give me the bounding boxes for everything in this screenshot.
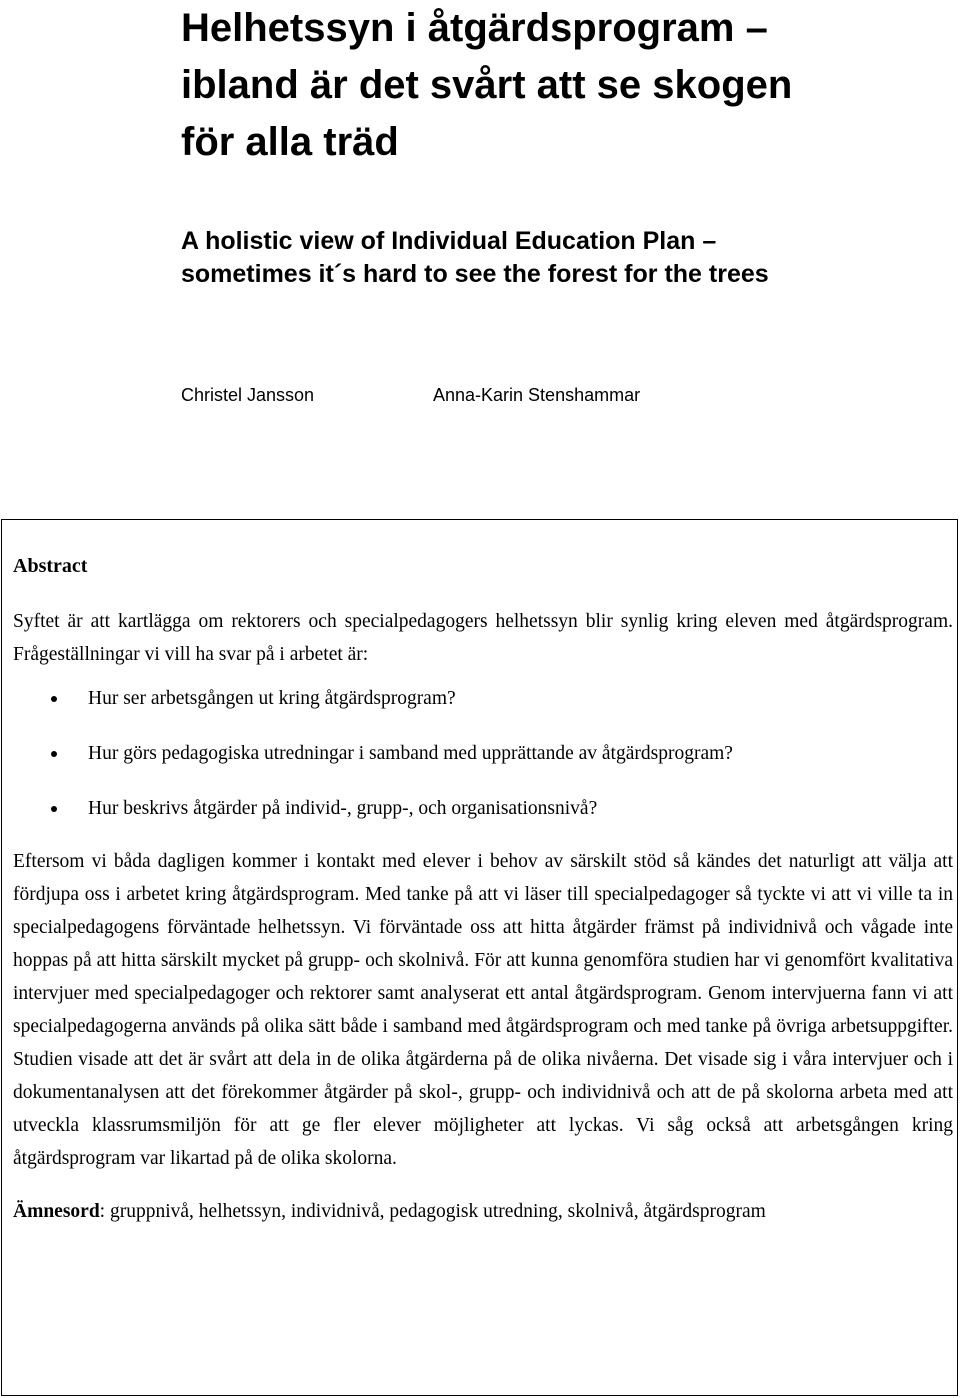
keywords [13,1195,953,1228]
title-block [181,0,951,171]
keywords-separator: : [99,1201,106,1222]
subtitle-line-1: A holistic view of Individual Education Plan – [181,227,717,255]
title-line-3: för alla träd [181,120,399,164]
paper-title [181,0,951,171]
title-line-2: ibland är det svårt att se skogen [181,63,793,107]
author-name: Anna-Karin Stenshammar [433,385,641,405]
authors [181,383,640,407]
list-item [13,682,953,715]
bullet-icon [51,696,57,702]
abstract-body: Eftersom vi båda dagligen kommer i kontakt med elever i behov av särskilt stöd så kändes det naturligt att välja att fördjupa oss i arbetet kring åtgärdsprogram. Med tanke på att vi läser till specialpedagoger så tyckte vi att vi ville ta in specialpedagogens förväntade helhetssyn. Vi förväntade oss att hitta åtgärder främst på individnivå och vågade inte hoppas på att hitta särskilt mycket på grupp- och skolnivå. För att kunna genomföra studien har vi genomfört kvalitativa intervjuer med specialpedagoger och rektorer samt analyserat ett antal åtgärdsprogram. Genom intervjuerna fann vi att specialpedagogerna används på olika sätt både i samband med åtgärdsprogram och med tanke på övriga arbetsuppgifter. Studien visade att det är svårt att dela in de olika åtgärderna på de olika nivåerna. Det visade sig i våra intervjuer och i dokumentanalysen att det förekommer åtgärder på skol-, grupp- och individnivå och att de på skolorna arbeta med att utveckla klassrumsmiljön för att ge fler elever möjligheter att lyckas. Vi såg också att arbetsgången kring åtgärdsprogram var likartad på de olika skolorna. [13,851,953,1169]
abstract-heading: Abstract [13,555,88,577]
question-list [13,682,953,825]
abstract-content [13,550,953,1228]
list-item [13,737,953,770]
title-line-1: Helhetssyn i åtgärdsprogram – [181,6,768,50]
question-text: Hur beskrivs åtgärder på individ-, grupp-, och organisationsnivå? [88,798,598,819]
subtitle-block [181,225,951,291]
author-name: Christel Jansson [181,385,315,405]
keywords-text: gruppnivå, helhetssyn, individnivå, pedagogisk utredning, skolnivå, åtgärdsprogram [105,1201,766,1222]
abstract-box [1,519,958,1396]
keywords-label: Ämnesord [13,1201,100,1222]
question-text: Hur görs pedagogiska utredningar i samband med upprättande av åtgärdsprogram? [88,743,733,764]
abstract-intro: Syftet är att kartlägga om rektorers och specialpedagogers helhetssyn blir synlig kring eleven med åtgärdsprogram. Frågeställningar vi vill ha svar på i arbetet är: [13,611,953,665]
subtitle-line-2: sometimes it´s hard to see the forest for the trees [181,260,769,288]
bullet-icon [51,806,57,812]
paper-subtitle [181,225,951,291]
question-text: Hur ser arbetsgången ut kring åtgärdsprogram? [88,688,456,709]
bullet-icon [51,751,57,757]
list-item [13,792,953,825]
